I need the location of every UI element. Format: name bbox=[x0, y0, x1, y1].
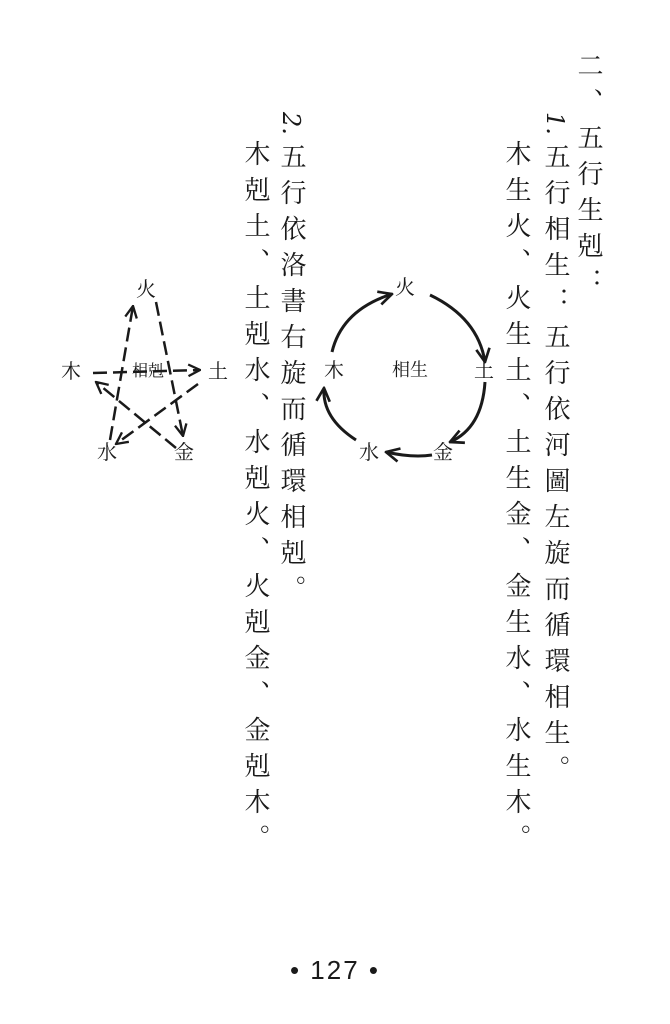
controlling-star-diagram bbox=[50, 270, 240, 470]
cycle-label-metal: 金 bbox=[433, 440, 453, 464]
star-label-metal: 金 bbox=[174, 440, 194, 464]
arrow-fire-to-earth bbox=[430, 295, 485, 362]
star-center-label: 相剋 bbox=[131, 361, 165, 380]
cycle-center-label: 相生 bbox=[392, 360, 428, 381]
item1-body: 木生火、火生土、土生金、金生水、水生木。 bbox=[501, 140, 531, 860]
star-label-fire: 火 bbox=[136, 277, 156, 301]
item1-title-column bbox=[542, 112, 568, 791]
line-metal-to-wood bbox=[96, 382, 176, 448]
star-label-water: 水 bbox=[97, 440, 117, 464]
item2-title: 五行依洛書右旋而循環相剋。 bbox=[276, 142, 306, 611]
arrow-earth-to-metal bbox=[450, 382, 485, 442]
arrow-water-to-wood bbox=[324, 388, 356, 440]
star-label-earth: 土 bbox=[208, 359, 228, 383]
line-earth-to-water bbox=[116, 384, 198, 444]
cycle-label-wood: 木 bbox=[324, 358, 344, 382]
star-label-wood: 木 bbox=[61, 359, 81, 383]
item2-body: 木剋土、土剋水、水剋火、火剋金、金剋木。 bbox=[240, 140, 270, 860]
section-heading: 二、五行生剋： bbox=[573, 52, 603, 304]
item1-title: 五行相生：五行依河圖左旋而循環相生。 bbox=[540, 142, 570, 791]
item1-number: 1. bbox=[541, 112, 569, 135]
arrow-wood-to-fire bbox=[332, 294, 392, 352]
item2-number: 2. bbox=[277, 112, 305, 135]
cycle-label-water: 水 bbox=[359, 440, 379, 464]
generating-cycle-diagram bbox=[300, 260, 520, 480]
arrow-metal-to-water bbox=[386, 452, 432, 456]
page-number: • 127 • bbox=[289, 955, 381, 985]
cycle-label-fire: 火 bbox=[395, 275, 415, 299]
cycle-label-earth: 土 bbox=[474, 358, 494, 382]
